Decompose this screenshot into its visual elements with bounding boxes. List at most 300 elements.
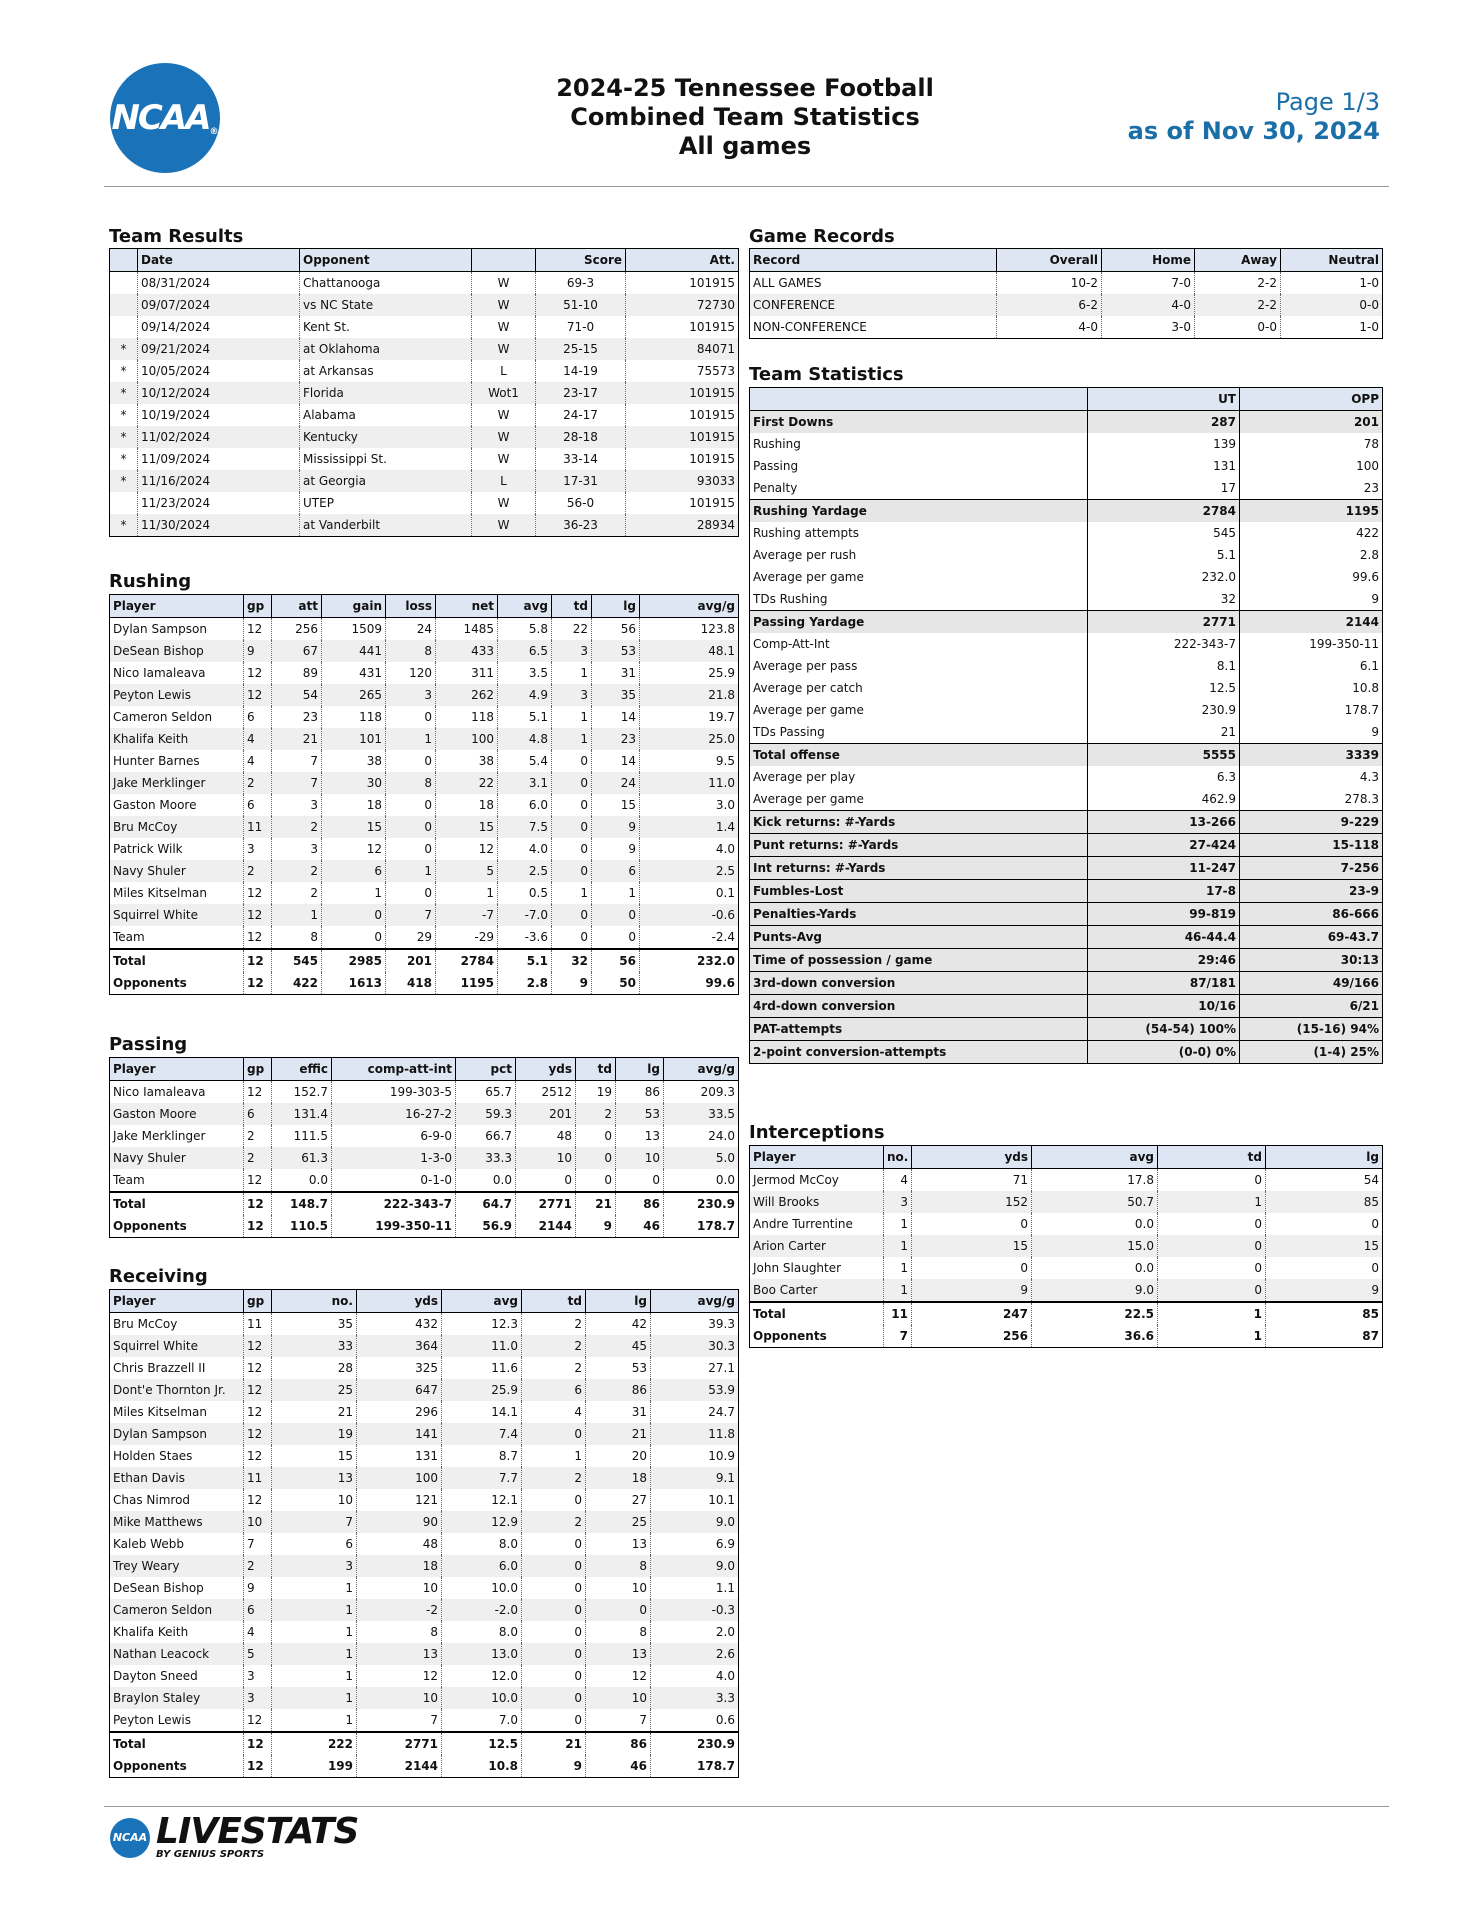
table-cell: 8.7 [442, 1445, 522, 1467]
receiving-heading: Receiving [109, 1266, 208, 1287]
table-cell: 0 [522, 1709, 586, 1732]
table-cell: -0.3 [651, 1599, 739, 1621]
table-cell: 2.0 [651, 1621, 739, 1643]
table-row [110, 618, 739, 641]
table-cell: 9 [1266, 1279, 1383, 1302]
table-cell: 3 [552, 684, 592, 706]
table-cell: 12.9 [442, 1511, 522, 1533]
column-header: td [552, 595, 592, 618]
table-cell: 2.8 [1240, 544, 1383, 566]
table-cell: W [472, 514, 536, 537]
table-cell: 0.5 [498, 882, 552, 904]
column-header: yds [912, 1146, 1032, 1169]
table-cell: Opponents [110, 972, 244, 995]
table-cell: Total [750, 1302, 884, 1325]
table-cell [110, 316, 138, 338]
table-cell: Mike Matthews [110, 1511, 244, 1533]
table-cell: 32 [552, 949, 592, 972]
table-row [750, 294, 1383, 316]
table-cell: 12 [244, 949, 272, 972]
table-cell: 647 [357, 1379, 442, 1401]
table-cell: Average per game [750, 566, 1088, 588]
table-cell: 15.0 [1032, 1235, 1158, 1257]
table-cell: 28-18 [536, 426, 626, 448]
table-cell: 11 [244, 1467, 272, 1489]
game_records-header-row [750, 249, 1383, 272]
table-cell: 121 [357, 1489, 442, 1511]
table-cell: 12 [244, 1445, 272, 1467]
table-cell: -3.6 [498, 926, 552, 949]
table-row [110, 794, 739, 816]
table-cell: 22.5 [1032, 1302, 1158, 1325]
table-cell: 12.1 [442, 1489, 522, 1511]
table-row [110, 1147, 739, 1169]
table-cell: 09/14/2024 [138, 316, 300, 338]
table-cell: 199-350-11 [332, 1215, 456, 1238]
table-cell: 100 [436, 728, 498, 750]
table-cell: 0 [1158, 1169, 1266, 1192]
table-cell: 0 [552, 794, 592, 816]
table-cell: 4 [884, 1169, 912, 1192]
stat-category-row [750, 500, 1383, 523]
column-header: Att. [626, 249, 739, 272]
table-cell: 21 [272, 1401, 357, 1423]
passing-heading: Passing [109, 1034, 188, 1055]
table-cell: 230.9 [1088, 699, 1240, 721]
table-cell: 101915 [626, 316, 739, 338]
table-row [110, 1401, 739, 1423]
table-cell: at Oklahoma [300, 338, 472, 360]
table-cell: 3 [244, 1665, 272, 1687]
table-cell: 33 [272, 1335, 357, 1357]
column-header: Date [138, 249, 300, 272]
table-cell [110, 294, 138, 316]
table-cell: 139 [1088, 433, 1240, 455]
table-cell: 89 [272, 662, 322, 684]
table-cell: 1 [884, 1279, 912, 1302]
table-cell: 12 [244, 1335, 272, 1357]
table-cell: Peyton Lewis [110, 1709, 244, 1732]
table-cell: 0 [912, 1213, 1032, 1235]
table-cell: 8.0 [442, 1621, 522, 1643]
stat-category-row [750, 834, 1383, 857]
table-row [110, 272, 739, 295]
column-header: pct [456, 1058, 516, 1081]
table-row [110, 1533, 739, 1555]
table-cell: TDs Passing [750, 721, 1088, 744]
table-cell: 18 [586, 1467, 651, 1489]
table-cell: 12 [357, 1665, 442, 1687]
table-cell: 7 [884, 1325, 912, 1348]
table-cell: Chas Nimrod [110, 1489, 244, 1511]
table-cell: 19.7 [640, 706, 739, 728]
column-header: loss [386, 595, 436, 618]
table-cell: 10/16 [1088, 995, 1240, 1018]
table-cell: 4.0 [640, 838, 739, 860]
stat-row [750, 766, 1383, 788]
table-cell: 10 [357, 1687, 442, 1709]
table-cell: W [472, 272, 536, 295]
table-cell: 2784 [1088, 500, 1240, 523]
table-cell: 21.8 [640, 684, 739, 706]
column-header: Home [1102, 249, 1195, 272]
table-cell: 23-17 [536, 382, 626, 404]
table-cell: 9 [522, 1755, 586, 1778]
table-cell: 45 [586, 1335, 651, 1357]
table-cell: 14 [592, 750, 640, 772]
table-cell: Arion Carter [750, 1235, 884, 1257]
table-cell: at Georgia [300, 470, 472, 492]
table-cell: W [472, 338, 536, 360]
table-cell: 12 [322, 838, 386, 860]
table-cell: 33-14 [536, 448, 626, 470]
table-cell: 0 [912, 1257, 1032, 1279]
table-row [110, 1489, 739, 1511]
table-cell: Florida [300, 382, 472, 404]
table-cell: 0.1 [640, 882, 739, 904]
table-cell: 08/31/2024 [138, 272, 300, 295]
table-cell: * [110, 514, 138, 537]
table-cell: -7.0 [498, 904, 552, 926]
table-cell: at Arkansas [300, 360, 472, 382]
table-cell: 10.8 [1240, 677, 1383, 699]
table-cell: 29:46 [1088, 949, 1240, 972]
column-header: Score [536, 249, 626, 272]
stat-category-row [750, 1041, 1383, 1064]
column-header: no. [884, 1146, 912, 1169]
table-cell: 1 [1158, 1325, 1266, 1348]
table-cell: 1 [386, 728, 436, 750]
table-cell: 152 [912, 1191, 1032, 1213]
table-cell: 7 [272, 750, 322, 772]
table-cell: 2.5 [640, 860, 739, 882]
table-cell: 0 [1158, 1257, 1266, 1279]
table-cell: 13 [357, 1643, 442, 1665]
table-cell: 19 [272, 1423, 357, 1445]
table-cell: Average per play [750, 766, 1088, 788]
table-cell: 56-0 [536, 492, 626, 514]
table-cell: Navy Shuler [110, 860, 244, 882]
column-header [110, 249, 138, 272]
table-row [110, 492, 739, 514]
table-cell: 0 [522, 1489, 586, 1511]
table-cell: 24 [592, 772, 640, 794]
table-cell: 262 [436, 684, 498, 706]
table-cell: 12 [244, 1732, 272, 1755]
table-row [110, 904, 739, 926]
stat-category-row [750, 949, 1383, 972]
column-header: Player [110, 1058, 244, 1081]
table-cell: 232.0 [1088, 566, 1240, 588]
team_results-header-row [110, 249, 739, 272]
table-cell: 59.3 [456, 1103, 516, 1125]
table-cell: 12 [244, 1423, 272, 1445]
table-cell: Rushing attempts [750, 522, 1088, 544]
table-row [110, 1511, 739, 1533]
stat-row [750, 788, 1383, 811]
table-cell: 50.7 [1032, 1191, 1158, 1213]
table-cell: 6.1 [1240, 655, 1383, 677]
table-cell: 0 [386, 794, 436, 816]
table-cell: 0 [1266, 1257, 1383, 1279]
rushing-header-row [110, 595, 739, 618]
table-cell: 0 [522, 1665, 586, 1687]
table-cell: 1 [884, 1235, 912, 1257]
table-cell: 22 [436, 772, 498, 794]
table-cell: 11.0 [640, 772, 739, 794]
table-cell: 12 [244, 1489, 272, 1511]
table-cell: 48 [516, 1125, 576, 1147]
table-cell: 0 [322, 926, 386, 949]
table-cell: W [472, 426, 536, 448]
table-cell: 1 [592, 882, 640, 904]
table-cell: 6 [272, 1533, 357, 1555]
column-header: avg [1032, 1146, 1158, 1169]
table-cell: 100 [1240, 455, 1383, 477]
table-cell: 3 [272, 794, 322, 816]
table-cell: 0-0 [1195, 316, 1281, 339]
table-cell: 296 [357, 1401, 442, 1423]
column-header: avg [442, 1290, 522, 1313]
table-cell: 0 [386, 750, 436, 772]
table-cell: 422 [1240, 522, 1383, 544]
table-cell: vs NC State [300, 294, 472, 316]
table-cell: 222-343-7 [1088, 633, 1240, 655]
table-cell: 1 [1158, 1302, 1266, 1325]
table-cell: 325 [357, 1357, 442, 1379]
table-row [110, 1555, 739, 1577]
table-cell: 2 [244, 860, 272, 882]
table-row [110, 1313, 739, 1336]
table-cell: 12 [244, 904, 272, 926]
table-cell: 8 [586, 1621, 651, 1643]
table-cell: 36.6 [1032, 1325, 1158, 1348]
table-cell: 199-303-5 [332, 1081, 456, 1104]
table-cell: Squirrel White [110, 904, 244, 926]
table-cell: 1 [272, 1599, 357, 1621]
table-cell: (54-54) 100% [1088, 1018, 1240, 1041]
table-cell: W [472, 316, 536, 338]
table-cell: 9 [244, 640, 272, 662]
table-cell: 13 [586, 1643, 651, 1665]
table-cell: at Vanderbilt [300, 514, 472, 537]
table-cell: 11 [244, 1313, 272, 1336]
table-cell: 2144 [357, 1755, 442, 1778]
table-cell: Khalifa Keith [110, 1621, 244, 1643]
table-cell: 29 [386, 926, 436, 949]
table-row [750, 272, 1383, 295]
table-cell: Total [110, 949, 244, 972]
table-cell: 0 [522, 1687, 586, 1709]
table-cell: 110.5 [272, 1215, 332, 1238]
column-header: avg [498, 595, 552, 618]
table-cell: 12 [244, 1755, 272, 1778]
table-cell: Kaleb Webb [110, 1533, 244, 1555]
table-cell: 1 [272, 1577, 357, 1599]
table-row [110, 448, 739, 470]
table-cell: 54 [272, 684, 322, 706]
table-cell: 0 [522, 1555, 586, 1577]
table-cell: 462.9 [1088, 788, 1240, 811]
table-cell: Miles Kitselman [110, 882, 244, 904]
table-cell: 9 [912, 1279, 1032, 1302]
table-cell: 25 [272, 1379, 357, 1401]
table-cell: 18 [357, 1555, 442, 1577]
table-cell: 24.0 [664, 1125, 739, 1147]
table-cell: 25.9 [640, 662, 739, 684]
table-cell: 4 [244, 750, 272, 772]
table-cell: 2985 [322, 949, 386, 972]
table-cell: -0.6 [640, 904, 739, 926]
column-header: Opponent [300, 249, 472, 272]
table-cell: 5 [436, 860, 498, 882]
table-row [110, 772, 739, 794]
table-row [750, 1235, 1383, 1257]
table-cell: 6-9-0 [332, 1125, 456, 1147]
table-cell: 4.0 [498, 838, 552, 860]
table-cell: Will Brooks [750, 1191, 884, 1213]
table-cell: 17 [1088, 477, 1240, 500]
table-cell: 24.7 [651, 1401, 739, 1423]
table-cell: 87 [1266, 1325, 1383, 1348]
table-cell: 15 [272, 1445, 357, 1467]
table-cell: Nathan Leacock [110, 1643, 244, 1665]
table-cell: 99.6 [640, 972, 739, 995]
stat-category-row [750, 744, 1383, 767]
table-cell: L [472, 360, 536, 382]
table-cell: 7 [386, 904, 436, 926]
table-cell: 22 [552, 618, 592, 641]
stat-row [750, 522, 1383, 544]
table-cell: Average per game [750, 699, 1088, 721]
table-cell: 35 [272, 1313, 357, 1336]
table-cell: 78 [1240, 433, 1383, 455]
table-cell: 10.0 [442, 1577, 522, 1599]
table-cell: -2.4 [640, 926, 739, 949]
table-cell: 0 [522, 1599, 586, 1621]
column-header: avg/g [640, 595, 739, 618]
table-cell: 36-23 [536, 514, 626, 537]
column-header: net [436, 595, 498, 618]
table-cell: 12 [244, 972, 272, 995]
table-cell: 4-0 [997, 316, 1102, 339]
table-cell: 0 [386, 816, 436, 838]
table-cell: 1-0 [1281, 272, 1383, 295]
table-cell: 10/05/2024 [138, 360, 300, 382]
table-cell: 101915 [626, 404, 739, 426]
table-row [110, 316, 739, 338]
table-cell: 178.7 [1240, 699, 1383, 721]
table-cell: 0 [552, 838, 592, 860]
table-cell: 1613 [322, 972, 386, 995]
table-cell: 4.0 [651, 1665, 739, 1687]
table-cell: 0 [516, 1169, 576, 1192]
table-cell: 6 [244, 1599, 272, 1621]
table-cell: 1 [552, 882, 592, 904]
table-cell: 5.1 [1088, 544, 1240, 566]
table-cell: 3 [244, 838, 272, 860]
table-row [110, 1423, 739, 1445]
table-cell: 0 [522, 1577, 586, 1599]
table-cell: 101915 [626, 492, 739, 514]
table-cell: (1-4) 25% [1240, 1041, 1383, 1064]
table-cell: Wot1 [472, 382, 536, 404]
ncaa-logo: NCAA $_®$ [110, 63, 220, 173]
table-cell: 7-256 [1240, 857, 1383, 880]
table-cell: Average per rush [750, 544, 1088, 566]
table-cell: 84071 [626, 338, 739, 360]
team-statistics-header-row [750, 388, 1383, 411]
table-cell: 199 [272, 1755, 357, 1778]
table-cell: 9.0 [651, 1511, 739, 1533]
table-cell: 8 [586, 1555, 651, 1577]
table-cell: 5555 [1088, 744, 1240, 767]
table-cell: 1 [884, 1213, 912, 1235]
table-cell: 4.3 [1240, 766, 1383, 788]
table-cell: 69-3 [536, 272, 626, 295]
table-cell: 71 [912, 1169, 1032, 1192]
table-cell: 287 [1088, 411, 1240, 434]
title-line-1: 2024-25 Tennessee Football [556, 74, 934, 102]
table-cell: 152.7 [272, 1081, 332, 1104]
stat-row [750, 699, 1383, 721]
table-cell: 1 [522, 1445, 586, 1467]
table-cell: 1 [272, 1709, 357, 1732]
table-cell: 6 [522, 1379, 586, 1401]
stat-category-row [750, 972, 1383, 995]
team-results-table [109, 248, 739, 537]
table-cell: 11 [884, 1302, 912, 1325]
table-row [750, 1169, 1383, 1192]
table-cell: 38 [322, 750, 386, 772]
table-cell: 422 [272, 972, 322, 995]
table-cell: 12 [244, 662, 272, 684]
table-cell: 9 [1240, 721, 1383, 744]
table-cell: 199-350-11 [1240, 633, 1383, 655]
column-header: lg [586, 1290, 651, 1313]
table-cell: 31 [592, 662, 640, 684]
table-cell: 1 [1158, 1191, 1266, 1213]
table-cell: 10 [244, 1511, 272, 1533]
column-header: yds [516, 1058, 576, 1081]
table-cell: 141 [357, 1423, 442, 1445]
table-cell: Kentucky [300, 426, 472, 448]
table-cell: 9 [592, 816, 640, 838]
table-cell: 12 [244, 684, 272, 706]
table-cell: 46-44.4 [1088, 926, 1240, 949]
table-cell: CONFERENCE [750, 294, 997, 316]
table-cell: 13 [616, 1125, 664, 1147]
table-row [110, 1445, 739, 1467]
game-records-table [749, 248, 1383, 339]
table-cell: 1.4 [640, 816, 739, 838]
footer-divider [104, 1806, 1389, 1807]
stat-category-row [750, 926, 1383, 949]
table-cell: 418 [386, 972, 436, 995]
table-cell: Punts-Avg [750, 926, 1088, 949]
stat-category-row [750, 903, 1383, 926]
table-cell: 364 [357, 1335, 442, 1357]
table-cell: 101915 [626, 448, 739, 470]
table-cell: 201 [1240, 411, 1383, 434]
table-cell: 2771 [1088, 611, 1240, 634]
column-header: comp-att-int [332, 1058, 456, 1081]
table-cell: 13 [586, 1533, 651, 1555]
table-cell: 11.8 [651, 1423, 739, 1445]
table-cell: 12 [586, 1665, 651, 1687]
table-cell: 5.0 [664, 1147, 739, 1169]
table-cell: 232.0 [640, 949, 739, 972]
